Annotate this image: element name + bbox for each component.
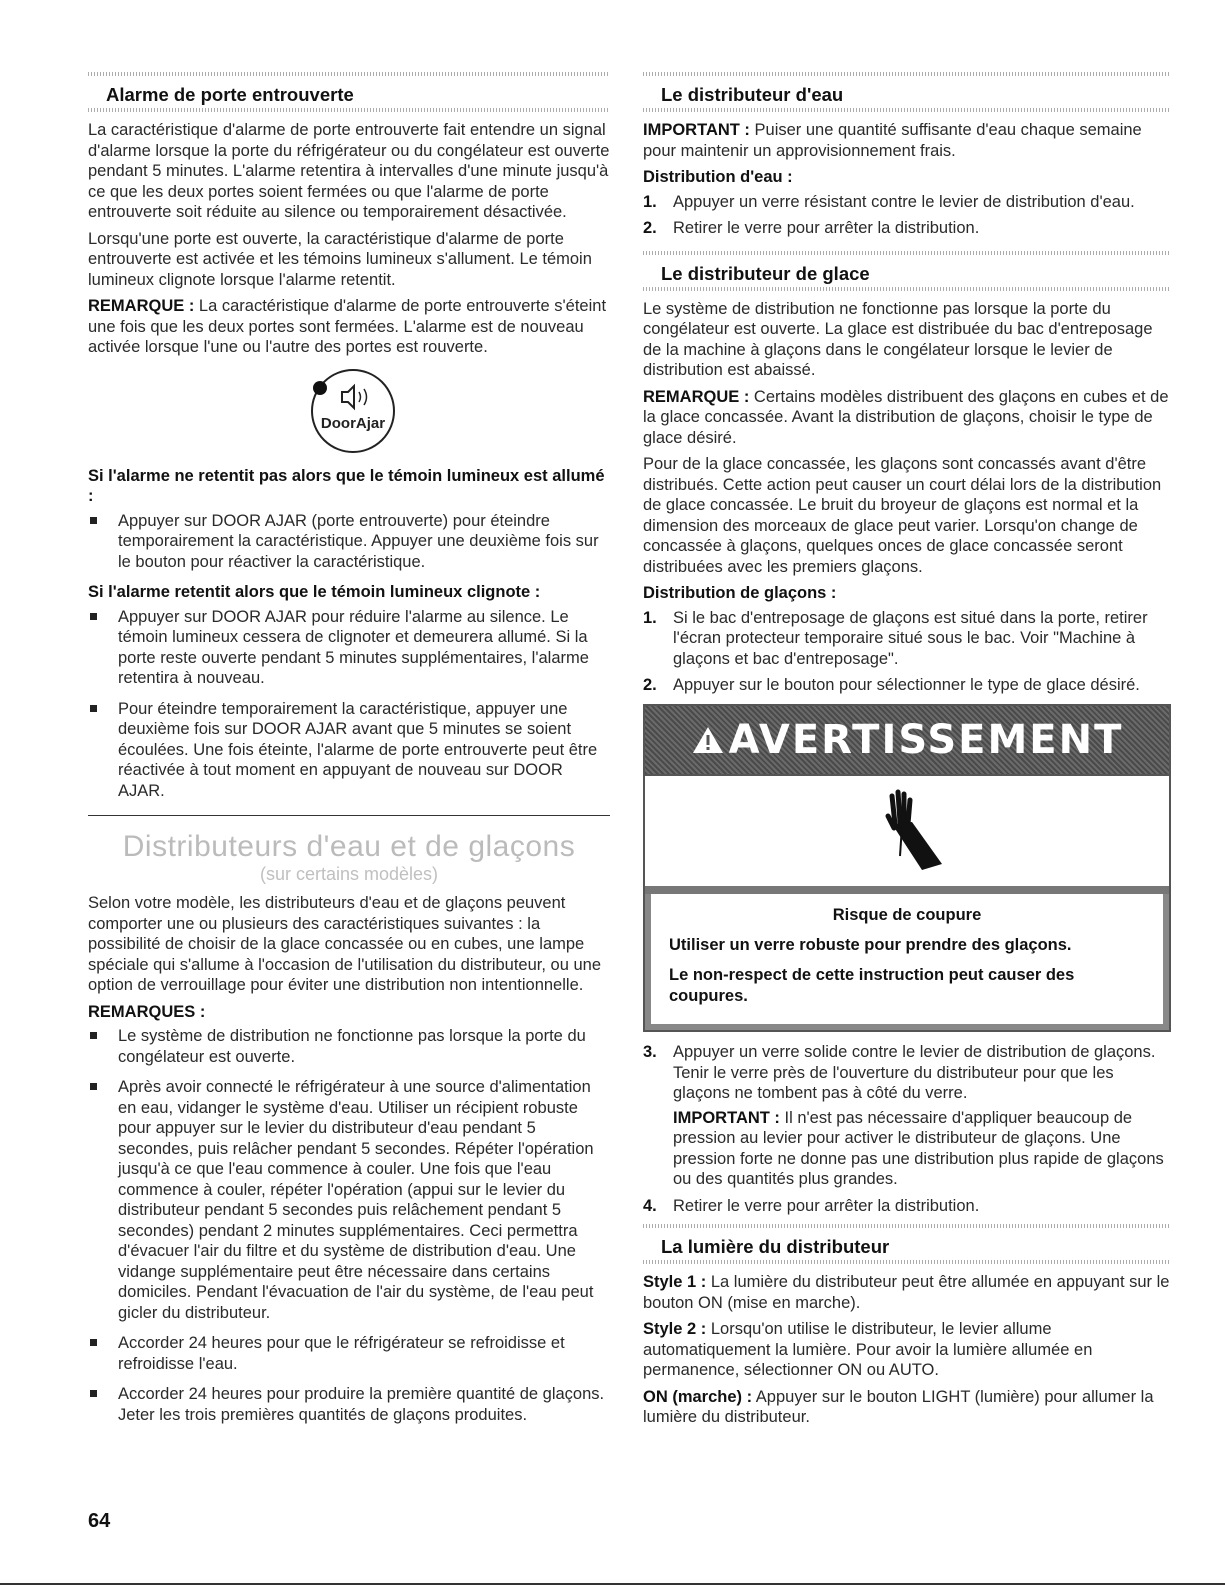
list-item: Accorder 24 heures pour que le réfrigérateur se refroidisse et refroidisse l'eau. — [88, 1333, 610, 1374]
paragraph: Lorsqu'une porte est ouverte, la caractéristique d'alarme de porte entrouverte est activée et les témoins lumineux s'allument. Le témoin lumineux clignote lorsque l'alarme retentit. — [88, 229, 592, 289]
warning-hazard: Risque de coupure — [832, 905, 982, 924]
paragraph: IMPORTANT : Puiser une quantité suffisante d'eau chaque semaine pour maintenir un approvisionnement frais. — [643, 121, 1142, 160]
warning-box — [643, 704, 1171, 1033]
divider — [88, 815, 610, 816]
warning-text: Utiliser un verre robuste pour prendre des glaçons. — [669, 935, 1072, 954]
list-item: Appuyer sur DOOR AJAR pour réduire l'alarme au silence. Le témoin lumineux cessera de clignoter et demeurera allumé. Si la porte reste ouverte pendant 5 minutes supplémentaires, l'alarme retentira à nouveau. — [88, 607, 610, 689]
list-item: Après avoir connecté le réfrigérateur à une source d'alimentation en eau, vidanger le système d'eau. Utiliser un récipient robuste pour appuyer sur le levier du distributeur d'eau pendant 5 secondes, puis relâcher pendant 5 secondes. Répéter l'opération jusqu'à ce que l'eau commence à couler. Une fois que l'eau commence à couler, répéter l'opération (appui sur le levier du distributeur pendant 5 secondes puis relâchement pendant 5 secondes) pendant 2 minutes supplémentaires. Ceci permettra d'évacuer l'air du filtre et du système de distribution d'eau. Une vidange supplémentaire peut être nécessaire dans certains domiciles. Pendant l'évacuation de l'air du système, de l'eau peut gicler du distributeur. — [88, 1077, 610, 1323]
section-title: Le distributeur de glace — [661, 262, 870, 284]
numbered-list — [643, 1042, 1171, 1216]
paragraph: Le système de distribution ne fonctionne pas lorsque la porte du congélateur est ouverte. La glace est distribuée du bac d'entreposage de la machine à glaçons dans le congélateur lorsque le levier de distribution est abaissé. — [643, 299, 1153, 379]
paragraph: Style 1 : La lumière du distributeur peut être allumée en appuyant sur le bouton ON (mise en marche). — [643, 1273, 1170, 1312]
warning-title: AVERTISSEMENT — [691, 717, 1124, 763]
numbered-list — [643, 192, 1171, 239]
list-item: 2. Retirer le verre pour arrêter la distribution. — [643, 219, 980, 237]
list-item: 1. Appuyer un verre résistant contre le levier de distribution d'eau. — [643, 192, 1135, 211]
paragraph: Selon votre modèle, les distributeurs d'eau et de glaçons peuvent comporter une ou plusieurs des caractéristiques suivantes : la possibilité de choisir de la glace concassée ou en cubes, une lampe spéciale qui s'allume à l'occasion de l'utilisation du distributeur, ou une option de verrouillage pour éviter une distribution non intentionnelle. — [88, 894, 602, 994]
bullet-list — [88, 511, 610, 573]
section-header-light — [643, 1224, 1171, 1264]
note-paragraph: REMARQUE : Certains modèles distribuent des glaçons en cubes et de la glace concassée. Avant la distribution de glaçons, choisir le type de glace désiré. — [643, 387, 1169, 447]
chapter-subtitle: (sur certains modèles) — [259, 864, 439, 884]
subheading: Si l'alarme retentit alors que le témoin lumineux clignote : — [88, 583, 541, 601]
warning-header — [645, 706, 1169, 774]
left-column — [88, 0, 610, 1435]
section-header-water — [643, 72, 1171, 112]
list-item: Accorder 24 heures pour produire la première quantité de glaçons. Jeter les trois premières quantités de glaçons produites. — [88, 1384, 610, 1425]
warning-triangle-icon — [691, 725, 725, 755]
numbered-list — [643, 608, 1171, 696]
list-item: 3. Appuyer un verre solide contre le levier de distribution de glaçons. Tenir le verre près de l'ouverture du distributeur pour que les glaçons ne tombent pas à côté du verre. IMPORTANT : Il n'est pas nécessaire d'appliquer beaucoup de pression au levier pour activer le distributeur de glaçons. Une pression forte ne donne pas une distribution plus rapide de glaçons ou des quantités plus grandes. — [643, 1043, 1164, 1188]
svg-text:DoorAjar: DoorAjar — [320, 414, 386, 432]
warning-body — [645, 894, 1169, 1031]
list-item: 1. Si le bac d'entreposage de glaçons est situé dans la porte, retirer l'écran protecteur temporaire situé sous le bac. Voir "Machine à glaçons et bac d'entreposage". — [643, 608, 1148, 668]
section-title: La lumière du distributeur — [661, 1236, 890, 1257]
list-item: Le système de distribution ne fonctionne pas lorsque la porte du congélateur est ouverte. — [88, 1026, 610, 1067]
section-title: Alarme de porte entrouverte — [106, 84, 354, 105]
subheading: Distribution d'eau : — [643, 168, 793, 186]
bullet-list — [88, 1026, 610, 1425]
subheading: Si l'alarme ne retentit pas alors que le témoin lumineux est allumé : — [88, 466, 605, 505]
subheading: Distribution de glaçons : — [643, 584, 837, 602]
subheading: REMARQUES : — [88, 1002, 206, 1021]
list-item: 2. Appuyer sur le bouton pour sélectionner le type de glace désiré. — [643, 676, 1140, 694]
section-title: Le distributeur d'eau — [661, 84, 844, 105]
list-item: 4. Retirer le verre pour arrêter la distribution. — [643, 1196, 980, 1215]
right-column — [643, 0, 1171, 1434]
bullet-list — [88, 607, 610, 802]
paragraph: ON (marche) : Appuyer sur le bouton LIGHT (lumière) pour allumer la lumière du distributeur. — [643, 1387, 1154, 1426]
cut-hazard-icon — [645, 774, 1169, 894]
paragraph: Pour de la glace concassée, les glaçons sont concassés avant d'être distribués. Cette action peut causer un court délai lors de la distribution de glace concassée. Le bruit du broyeur de glaçons est normal et la dimension des morceaux de glace peut varier. Lorsqu'on change de concassée à glaçons, quelques onces de glace concassée seront distribuées avec les premiers glaçons. — [643, 455, 1162, 576]
paragraph: Style 2 : Lorsqu'on utilise le distributeur, le levier allume automatiquement la lumière. Pour avoir la lumière allumée en permanence, sélectionner ON ou AUTO. — [643, 1320, 1093, 1379]
note-paragraph: REMARQUE : La caractéristique d'alarme de porte entrouverte s'éteint une fois que les deux portes sont fermées. L'alarme est de nouveau activée lorsque l'une ou l'autre des portes est rouverte. — [88, 297, 607, 356]
section-header-door-alarm — [88, 72, 610, 112]
chapter-title: Distributeurs d'eau et de glaçons — [122, 830, 576, 863]
page-number: 64 — [88, 1510, 111, 1532]
door-ajar-icon — [308, 366, 398, 456]
section-header-ice — [643, 251, 1171, 291]
paragraph: La caractéristique d'alarme de porte entrouverte fait entendre un signal d'alarme lorsque la porte du réfrigérateur ou du congélateur est ouverte pendant 5 minutes. L'alarme retentira à intervalles d'une minute jusqu'à ce que les deux portes soient fermées ou que l'alarme de porte entrouverte soit réduite au silence ou temporairement désactivée. — [88, 121, 610, 221]
list-item: Appuyer sur DOOR AJAR (porte entrouverte) pour éteindre temporairement la caractéristique. Appuyer une deuxième fois sur le bouton pour réactiver la caractéristique. — [88, 511, 610, 573]
warning-text: Le non-respect de cette instruction peut causer des coupures. — [669, 966, 1075, 1005]
list-item: Pour éteindre temporairement la caractéristique, appuyer une deuxième fois sur DOOR AJAR avant que 5 minutes se soient écoulées. Une fois éteinte, l'alarme de porte entrouverte peut être réactivée à tout moment en appuyant de nouveau sur DOOR AJAR. — [88, 699, 610, 802]
